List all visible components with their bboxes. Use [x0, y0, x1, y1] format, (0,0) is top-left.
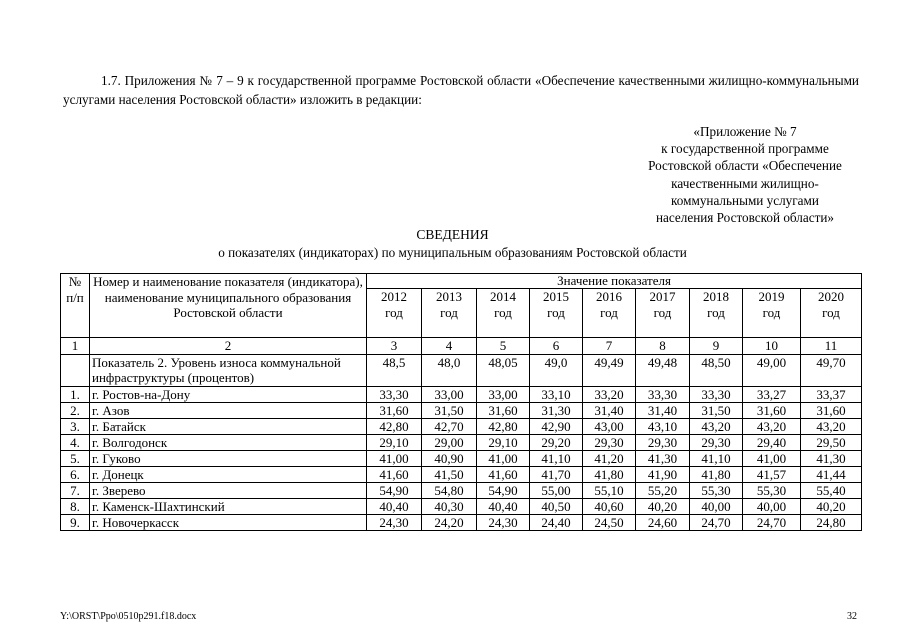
- row-value: 41,30: [801, 450, 862, 466]
- header-year: [422, 289, 477, 338]
- header-year-unit: год: [707, 304, 725, 320]
- document-title: СВЕДЕНИЯ: [416, 227, 489, 242]
- row-value: 24,50: [583, 514, 636, 530]
- header-value: Значение показателя: [367, 274, 862, 289]
- row-value: 40,40: [477, 498, 530, 514]
- row-value: 33,30: [690, 386, 743, 402]
- row-value: 29,50: [801, 434, 862, 450]
- header-year-value: 2013: [436, 289, 462, 304]
- row-value: 40,40: [367, 498, 422, 514]
- row-value: 42,80: [477, 418, 530, 434]
- header-year-value: 2012: [381, 289, 407, 304]
- row-value: 29,20: [530, 434, 583, 450]
- header-year: [743, 289, 801, 338]
- table-index-row: [61, 338, 862, 355]
- row-value: 41,20: [583, 450, 636, 466]
- header-year-value: 2017: [649, 289, 676, 304]
- row-value: 24,60: [636, 514, 690, 530]
- row-value: 24,70: [743, 514, 801, 530]
- row-value: 33,00: [422, 386, 477, 402]
- row-value: 55,30: [743, 482, 801, 498]
- row-value: 40,30: [422, 498, 477, 514]
- index-cell: 5: [477, 338, 530, 355]
- row-municipality: г. Донецк: [90, 466, 367, 482]
- row-value: 24,20: [422, 514, 477, 530]
- indicator-name: Показатель 2. Уровень износа коммунальной инфраструктуры (процентов): [90, 354, 367, 386]
- row-num: 5.: [61, 450, 90, 466]
- table-row: [61, 514, 862, 530]
- row-value: 41,00: [367, 450, 422, 466]
- row-value: 31,60: [801, 402, 862, 418]
- row-municipality: г. Батайск: [90, 418, 367, 434]
- indicator-value: 49,49: [583, 354, 636, 386]
- header-year-value: 2018: [703, 289, 729, 304]
- row-value: 29,10: [477, 434, 530, 450]
- row-value: 29,30: [690, 434, 743, 450]
- row-value: 40,00: [743, 498, 801, 514]
- indicator-value: 49,70: [801, 354, 862, 386]
- table-row: [61, 402, 862, 418]
- row-num: 2.: [61, 402, 90, 418]
- row-value: 24,80: [801, 514, 862, 530]
- row-num: 3.: [61, 418, 90, 434]
- header-year-value: 2020: [818, 289, 845, 304]
- table-header-row: [61, 274, 862, 289]
- row-num: 6.: [61, 466, 90, 482]
- row-value: 29,30: [583, 434, 636, 450]
- header-year-unit: год: [600, 304, 618, 320]
- row-value: 54,80: [422, 482, 477, 498]
- table-row: [61, 450, 862, 466]
- row-municipality: г. Ростов-на-Дону: [90, 386, 367, 402]
- row-value: 41,60: [367, 466, 422, 482]
- row-value: 29,10: [367, 434, 422, 450]
- row-value: 41,60: [477, 466, 530, 482]
- table-row: [61, 498, 862, 514]
- annex-line: Ростовской области «Обеспечение: [648, 158, 842, 174]
- row-value: 33,30: [367, 386, 422, 402]
- header-year-unit: год: [547, 304, 565, 320]
- indicator-row: [61, 354, 862, 386]
- row-value: 41,70: [530, 466, 583, 482]
- row-value: 43,00: [583, 418, 636, 434]
- index-cell: 6: [530, 338, 583, 355]
- row-num: 1.: [61, 386, 90, 402]
- row-num: 7.: [61, 482, 90, 498]
- row-value: 33,30: [636, 386, 690, 402]
- header-year-unit: год: [653, 304, 672, 320]
- annex-header: [610, 123, 880, 226]
- row-value: 55,00: [530, 482, 583, 498]
- row-value: 29,00: [422, 434, 477, 450]
- row-value: 31,40: [583, 402, 636, 418]
- row-value: 41,10: [690, 450, 743, 466]
- row-value: 31,30: [530, 402, 583, 418]
- row-value: 29,30: [636, 434, 690, 450]
- header-year: [477, 289, 530, 338]
- row-value: 41,00: [477, 450, 530, 466]
- indicators-table: [60, 273, 862, 531]
- index-cell: 8: [636, 338, 690, 355]
- annex-line: качественными жилищно-: [671, 175, 819, 191]
- row-value: 31,60: [477, 402, 530, 418]
- header-year: [690, 289, 743, 338]
- header-year-unit: год: [440, 304, 458, 320]
- row-municipality: г. Гуково: [90, 450, 367, 466]
- row-value: 41,10: [530, 450, 583, 466]
- row-municipality: г. Зверево: [90, 482, 367, 498]
- document-subtitle: о показателях (индикаторах) по муниципальным образованиям Ростовской области: [218, 245, 687, 260]
- header-year-unit: год: [762, 304, 781, 320]
- row-value: 40,60: [583, 498, 636, 514]
- row-value: 41,00: [743, 450, 801, 466]
- header-year: [636, 289, 690, 338]
- index-cell: 9: [690, 338, 743, 355]
- header-year-unit: год: [822, 304, 840, 320]
- row-value: 41,80: [583, 466, 636, 482]
- header-year-value: 2015: [543, 289, 569, 304]
- row-value: 42,70: [422, 418, 477, 434]
- index-cell: 3: [367, 338, 422, 355]
- table-row: [61, 466, 862, 482]
- table-row: [61, 386, 862, 402]
- header-num: № п/п: [61, 274, 90, 338]
- row-value: 24,30: [477, 514, 530, 530]
- row-municipality: г. Волгодонск: [90, 434, 367, 450]
- indicator-value: 49,48: [636, 354, 690, 386]
- row-value: 54,90: [367, 482, 422, 498]
- row-value: 31,60: [367, 402, 422, 418]
- index-cell: 11: [801, 338, 862, 355]
- row-value: 55,10: [583, 482, 636, 498]
- row-value: 40,20: [801, 498, 862, 514]
- header-name: Номер и наименование показателя (индикатора), наименование муниципального образования Ростовской области: [90, 274, 367, 338]
- row-municipality: г. Новочеркасск: [90, 514, 367, 530]
- row-value: 41,30: [636, 450, 690, 466]
- row-value: 41,57: [743, 466, 801, 482]
- indicator-value: 49,0: [530, 354, 583, 386]
- index-cell: 10: [743, 338, 801, 355]
- row-value: 41,50: [422, 466, 477, 482]
- row-value: 55,30: [690, 482, 743, 498]
- row-value: 33,37: [801, 386, 862, 402]
- indicator-value: 48,5: [367, 354, 422, 386]
- row-value: 43,20: [743, 418, 801, 434]
- header-year: [801, 289, 862, 338]
- index-cell: 2: [90, 338, 367, 355]
- row-value: 42,90: [530, 418, 583, 434]
- row-value: 43,10: [636, 418, 690, 434]
- row-num: 8.: [61, 498, 90, 514]
- row-value: 55,40: [801, 482, 862, 498]
- row-num: 4.: [61, 434, 90, 450]
- row-value: 54,90: [477, 482, 530, 498]
- footer-file-path: Y:\ORST\Ppo\0510p291.f18.docx: [60, 611, 197, 622]
- row-value: 40,00: [690, 498, 743, 514]
- indicator-value: 48,05: [477, 354, 530, 386]
- header-year-unit: год: [385, 304, 403, 320]
- header-year: [583, 289, 636, 338]
- row-value: 42,80: [367, 418, 422, 434]
- row-municipality: г. Азов: [90, 402, 367, 418]
- annex-line: к государственной программе: [661, 141, 829, 157]
- row-value: 41,44: [801, 466, 862, 482]
- header-year: [530, 289, 583, 338]
- header-year-value: 2016: [596, 289, 622, 304]
- row-value: 31,50: [422, 402, 477, 418]
- annex-line: населения Ростовской области»: [655, 210, 835, 226]
- row-value: 31,60: [743, 402, 801, 418]
- row-value: 43,20: [801, 418, 862, 434]
- row-value: 24,70: [690, 514, 743, 530]
- header-year-unit: год: [494, 304, 512, 320]
- row-value: 55,20: [636, 482, 690, 498]
- row-num: 9.: [61, 514, 90, 530]
- row-value: 33,20: [583, 386, 636, 402]
- row-value: 41,80: [690, 466, 743, 482]
- header-year-value: 2019: [758, 289, 785, 304]
- annex-line: «Приложение № 7: [693, 124, 797, 139]
- row-value: 33,10: [530, 386, 583, 402]
- indicator-num: [61, 354, 90, 386]
- index-cell: 1: [61, 338, 90, 355]
- row-municipality: г. Каменск-Шахтинский: [90, 498, 367, 514]
- footer-page-number: 32: [847, 611, 857, 622]
- row-value: 33,00: [477, 386, 530, 402]
- indicator-value: 48,0: [422, 354, 477, 386]
- indicator-value: 48,50: [690, 354, 743, 386]
- table-row: [61, 418, 862, 434]
- intro-paragraph: 1.7. Приложения № 7 – 9 к государственной программе Ростовской области «Обеспечение качественными жилищно-коммунальными услугами населения Ростовской области» изложить в редакции:: [63, 73, 859, 107]
- annex-line: коммунальными услугами: [671, 192, 819, 208]
- header-year: [367, 289, 422, 338]
- row-value: 24,40: [530, 514, 583, 530]
- row-value: 40,90: [422, 450, 477, 466]
- row-value: 31,40: [636, 402, 690, 418]
- row-value: 40,20: [636, 498, 690, 514]
- row-value: 33,27: [743, 386, 801, 402]
- row-value: 40,50: [530, 498, 583, 514]
- row-value: 24,30: [367, 514, 422, 530]
- table-row: [61, 434, 862, 450]
- row-value: 43,20: [690, 418, 743, 434]
- indicator-value: 49,00: [743, 354, 801, 386]
- row-value: 31,50: [690, 402, 743, 418]
- row-value: 29,40: [743, 434, 801, 450]
- header-year-value: 2014: [490, 289, 516, 304]
- table-row: [61, 482, 862, 498]
- row-value: 41,90: [636, 466, 690, 482]
- index-cell: 7: [583, 338, 636, 355]
- index-cell: 4: [422, 338, 477, 355]
